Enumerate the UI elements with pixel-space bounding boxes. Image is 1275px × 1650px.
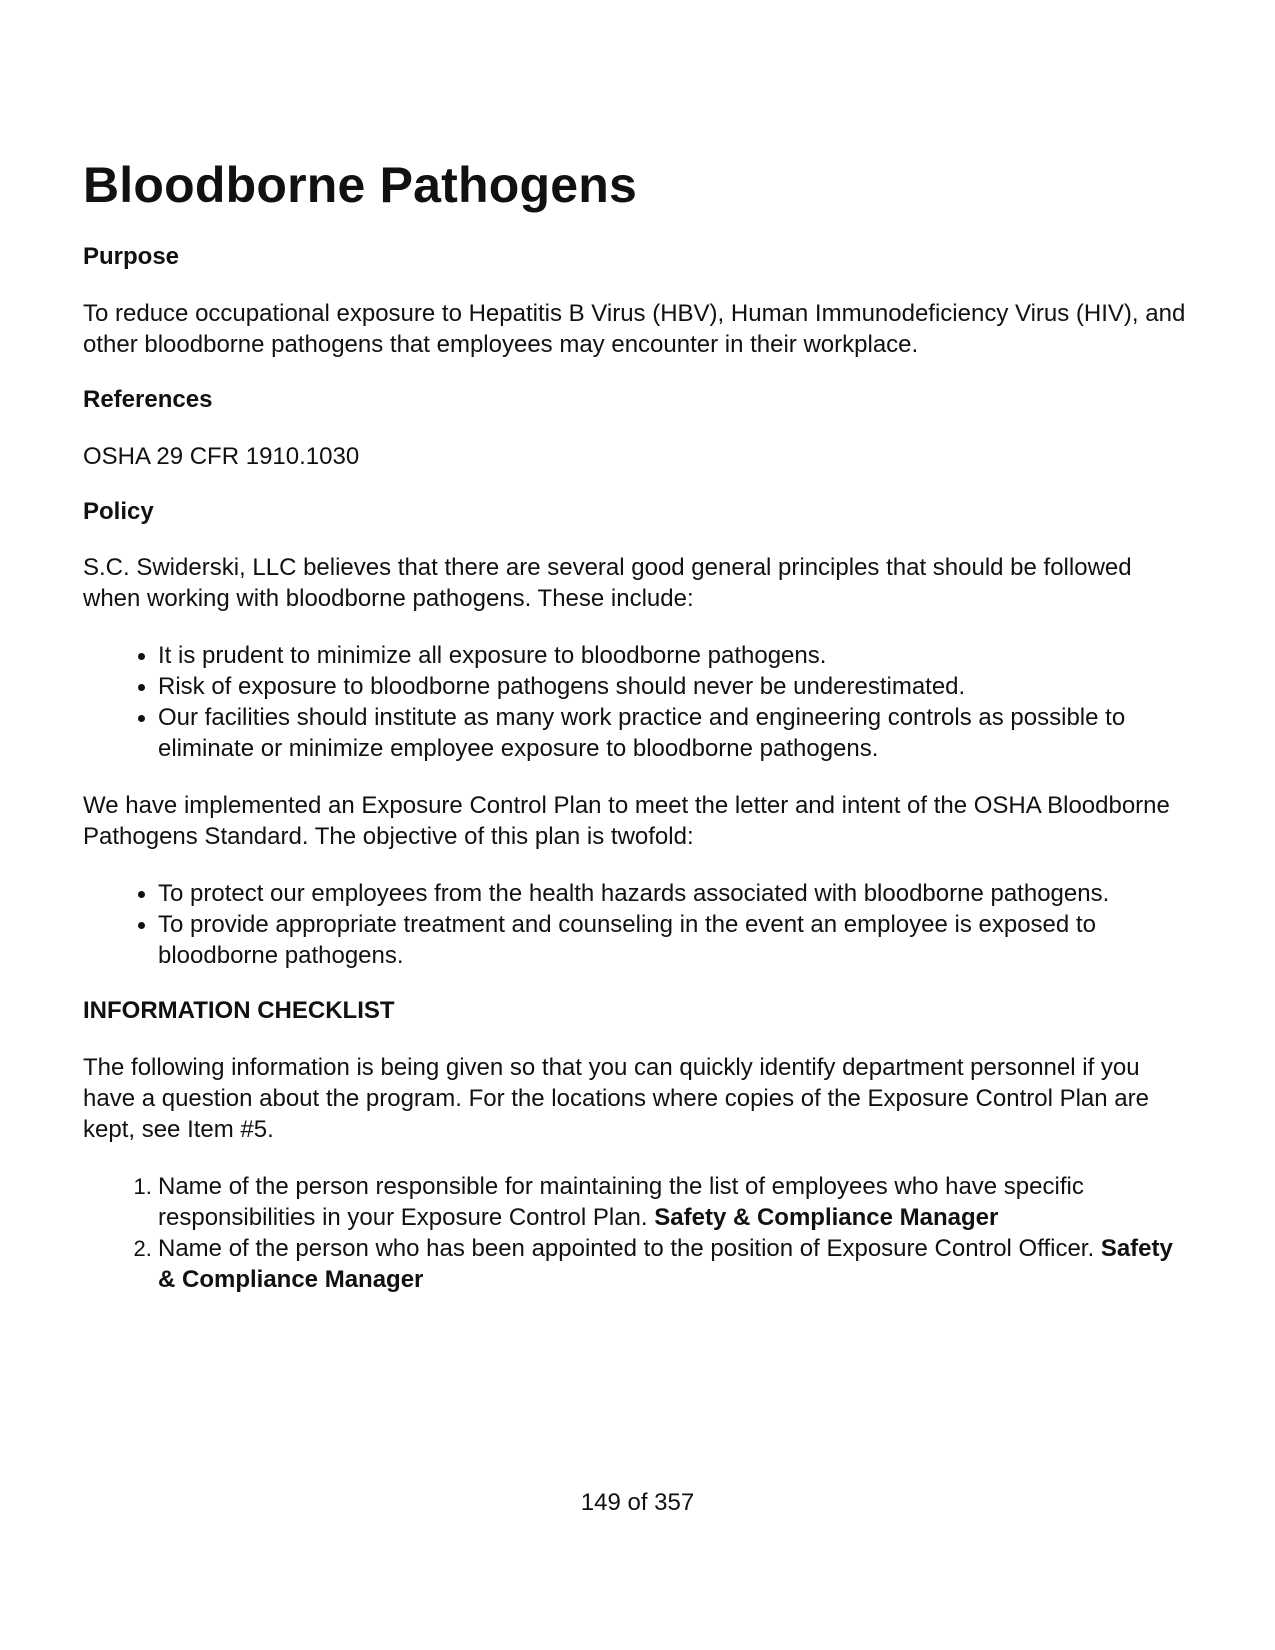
policy-heading: Policy [83, 497, 154, 525]
page-number: 149 of 357 [580, 1489, 695, 1516]
list-item: • Our facilities should institute as many work practice and engineering controls as possible to eliminate or minimize employee exposure to bloodborne pathogens. [158, 702, 1193, 764]
list-item: • To provide appropriate treatment and counseling in the event an employee is exposed to bloodborne pathogens. [158, 909, 1193, 971]
checklist-intro: The following information is being given so that you can quickly identify department personnel if you have a question about the program. For the locations where copies of the Exposure Control Plan are kept, see Item #5. [83, 1054, 1149, 1144]
plan-text: We have implemented an Exposure Control Plan to meet the letter and intent of the OSHA Bloodborne Pathogens Standard. The objective of this plan is twofold: [83, 792, 1170, 851]
checklist-items [83, 1171, 1193, 1295]
page-title: Bloodborne Pathogens [83, 157, 637, 213]
policy-intro: S.C. Swiderski, LLC believes that there are several good general principles that should be followed when working with bloodborne pathogens. These include: [83, 554, 1132, 613]
checklist-heading: INFORMATION CHECKLIST [83, 997, 395, 1025]
checklist-item [158, 1171, 1193, 1233]
references-text: OSHA 29 CFR 1910.1030 [83, 442, 360, 470]
checklist-item-text: Name of the person responsible for maintaining the list of employees who have specific responsibilities in your Exposure Control Plan. [158, 1173, 1084, 1232]
purpose-heading: Purpose [83, 243, 180, 270]
objectives-list [83, 878, 1193, 971]
checklist-item [158, 1233, 1193, 1295]
document-page [83, 158, 1193, 1321]
list-item: • Risk of exposure to bloodborne pathogens should never be underestimated. [158, 671, 1193, 702]
purpose-text: To reduce occupational exposure to Hepatitis B Virus (HBV), Human Immunodeficiency Virus (HIV), and other bloodborne pathogens that employees may encounter in their workplace. [83, 299, 1186, 358]
list-item: • It is prudent to minimize all exposure to bloodborne pathogens. [158, 640, 1193, 671]
checklist-item-answer: Safety & Compliance Manager [158, 1235, 1173, 1294]
principles-list [83, 640, 1193, 764]
references-heading: References [83, 385, 213, 413]
checklist-item-text: Name of the person who has been appointed to the position of Exposure Control Officer. [158, 1235, 1095, 1263]
list-item: • To protect our employees from the health hazards associated with bloodborne pathogens. [158, 878, 1193, 909]
checklist-item-answer: Safety & Compliance Manager [654, 1204, 999, 1232]
